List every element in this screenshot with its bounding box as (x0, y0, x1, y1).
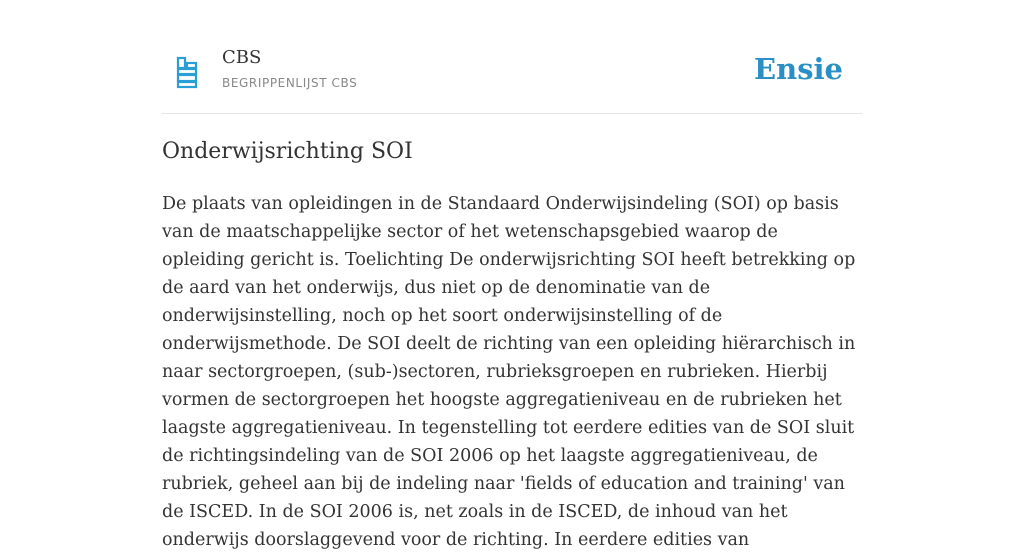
header (162, 30, 862, 114)
page-title: Onderwijsrichting SOI (162, 139, 413, 164)
cbs-logo-icon[interactable] (176, 56, 198, 88)
org-subtitle[interactable]: BEGRIPPENLIJST CBS (222, 76, 358, 90)
definition-text: De plaats van opleidingen in de Standaard Onderwijsindeling (SOI) op basis van de maatschappelijke sector of het wetenschapsgebied waarop de opleiding gericht is. Toelichting De onderwijsrichting SOI heeft betrekking op de aard van het onderwijs, dus niet op de denominatie van de onderwijsinstelling, noch op het soort onderwijsinstelling of de onderwijsmethode. De SOI deelt de richting van een opleiding hiërarchisch in naar sectorgroepen, (sub-)sectoren, rubrieksgroepen en rubrieken. Hierbij vormen de sectorgroepen het hoogste aggregatieniveau en de rubrieken het laagste aggregatieniveau. In tegenstelling tot eerdere edities van de SOI sluit de richtingsindeling van de SOI 2006 op het laagste aggregatieniveau, de rubriek, geheel aan bij de indeling naar 'fields of education and training' van de ISCED. In de SOI 2006 is, net zoals in de ISCED, de inhoud van het onderwijs doorslaggevend voor de richting. In eerdere edities van (162, 194, 856, 550)
ensie-brand-logo[interactable]: Ensie (754, 52, 843, 86)
org-name: CBS (222, 47, 262, 68)
